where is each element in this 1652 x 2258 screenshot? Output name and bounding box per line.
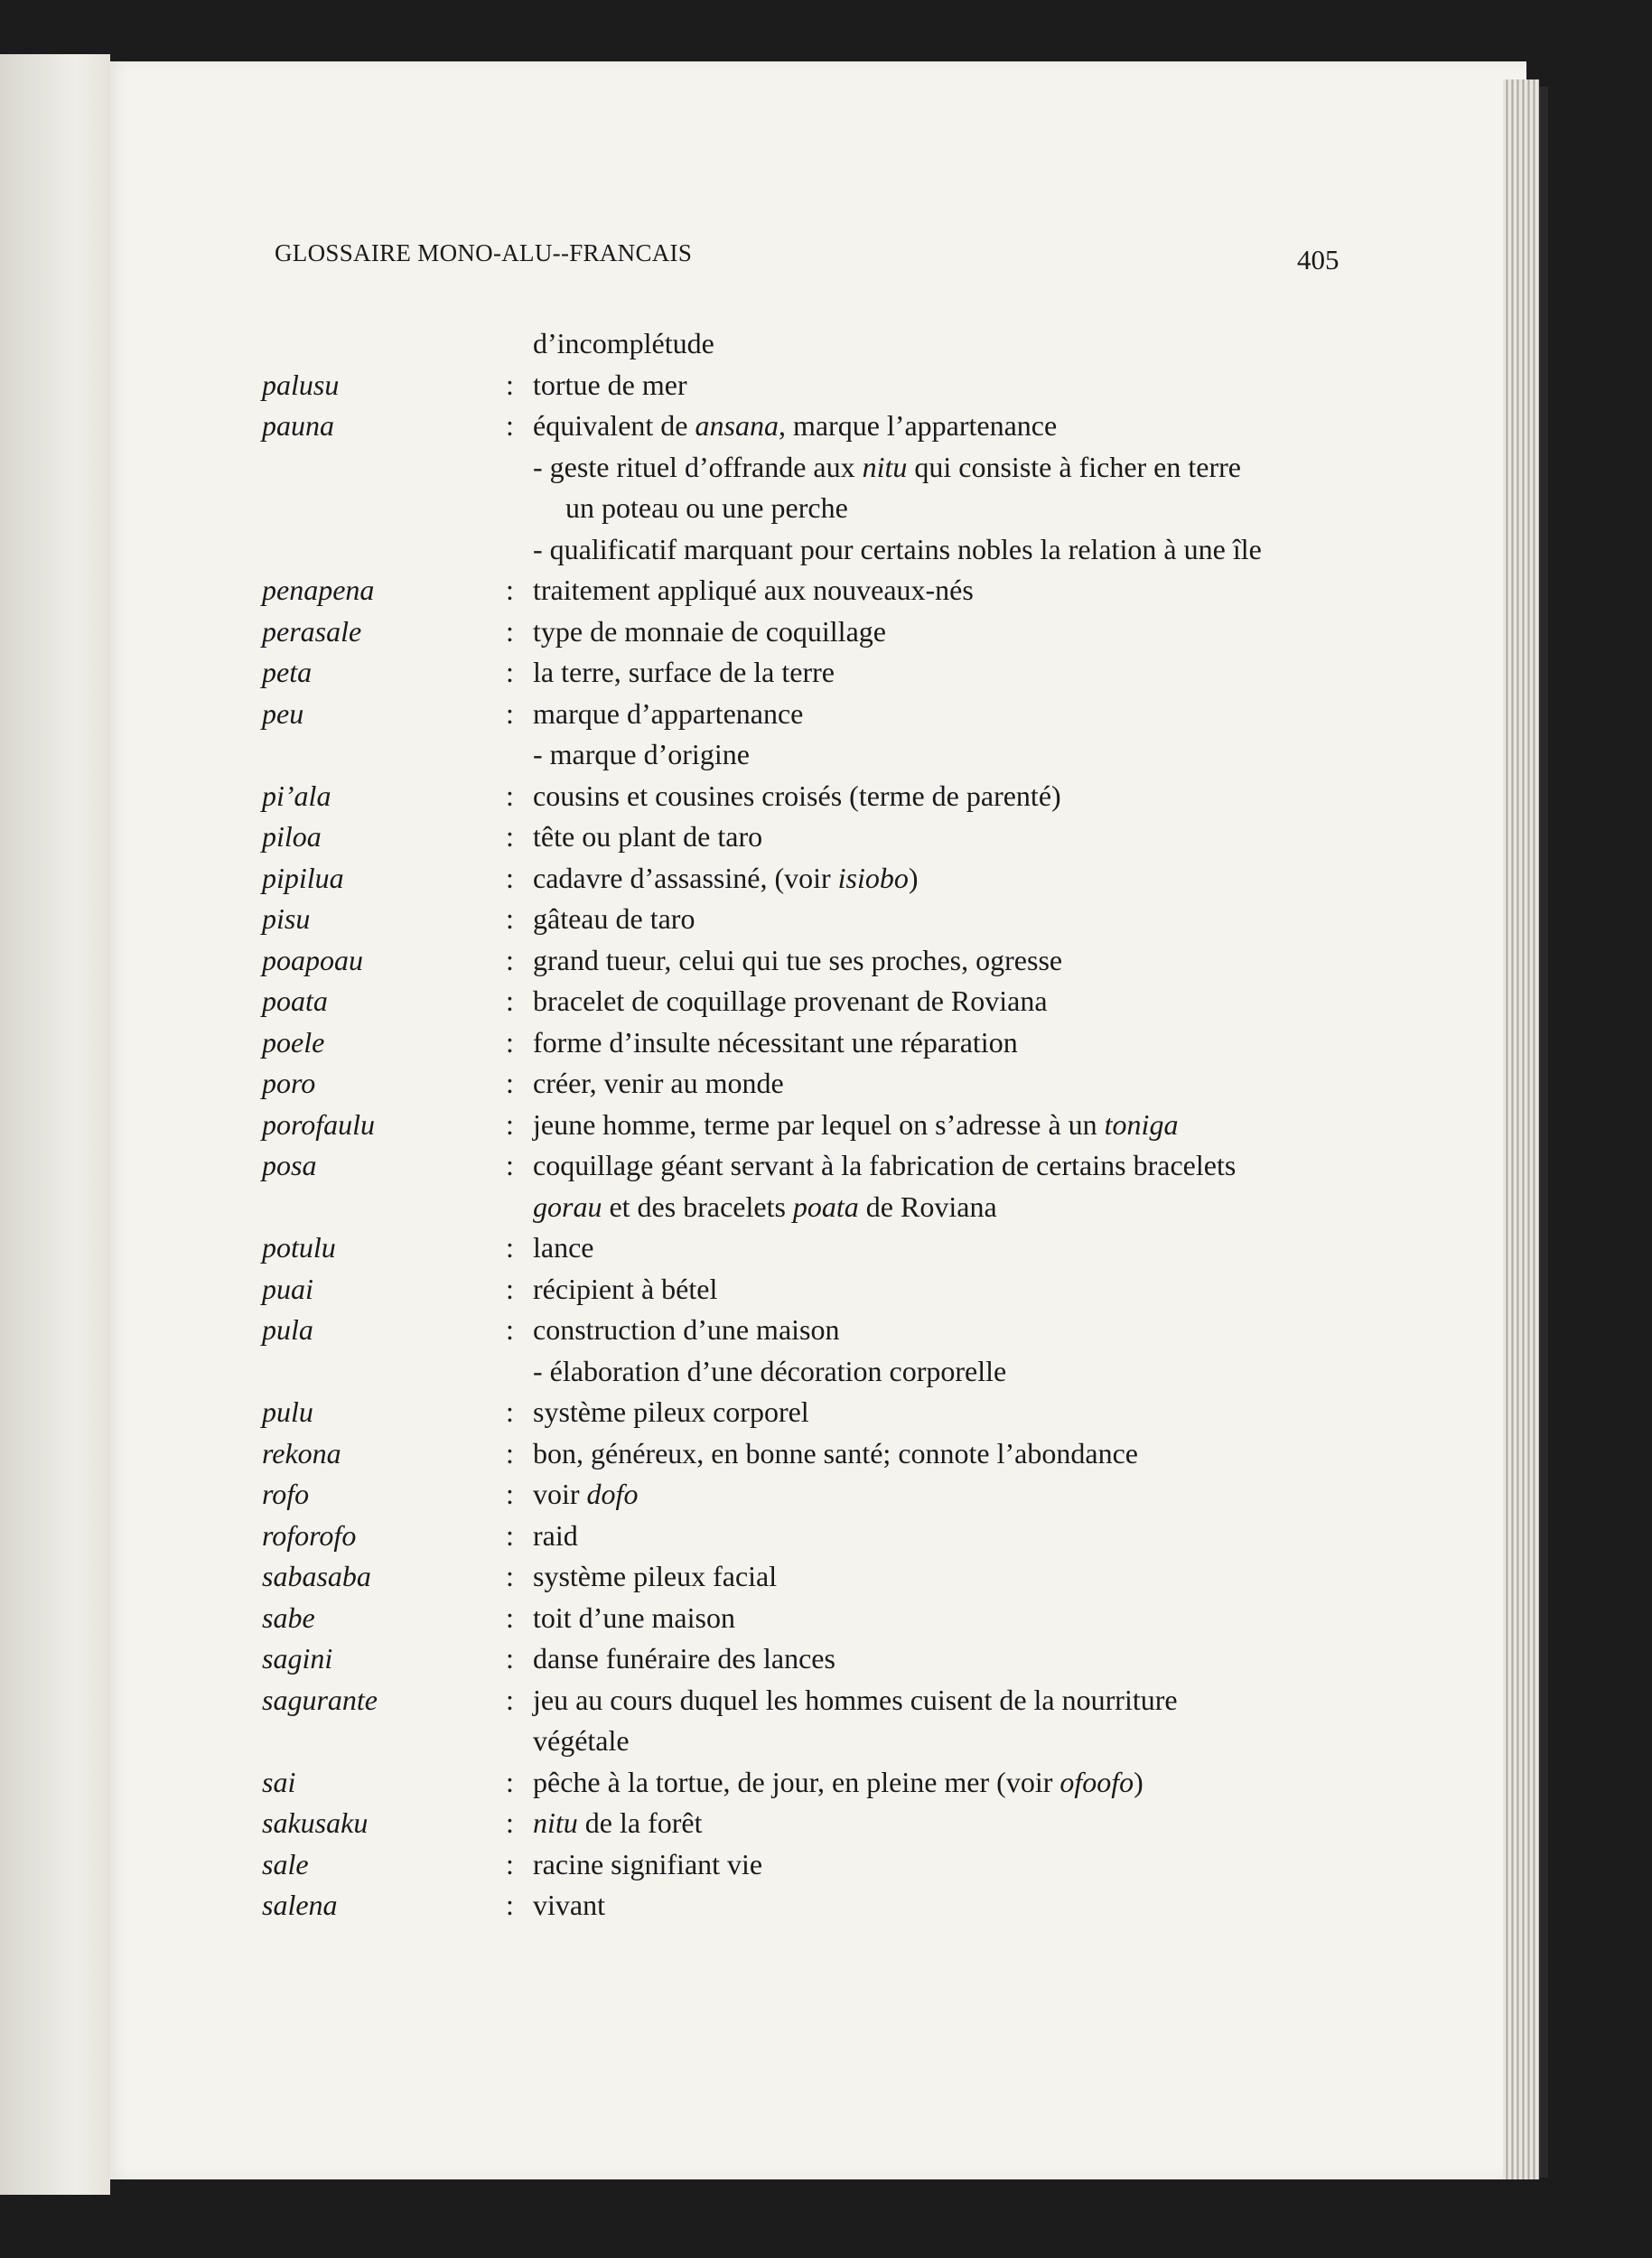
definition-line [533, 570, 1350, 611]
definition-line [533, 365, 1350, 406]
definition [533, 1885, 1350, 1927]
definition [533, 1556, 1350, 1598]
entry-separator: : [506, 1600, 514, 1634]
headword: perasale [262, 614, 362, 648]
definition-line [533, 1351, 1350, 1393]
definition [533, 1516, 1350, 1557]
definition [533, 1844, 1350, 1886]
definition-line [533, 1145, 1350, 1187]
definition-text: - qualificatif marquant pour certains nobles la relation à une île [533, 532, 1262, 565]
definition-line [533, 1474, 1350, 1516]
entry-separator: : [506, 1683, 514, 1716]
headword: piloa [262, 820, 322, 853]
definition-line [533, 1063, 1350, 1105]
headword: posa [262, 1149, 317, 1181]
definition-line [533, 1022, 1350, 1064]
definition-text: bon, généreux, en bonne santé; connote l’abondance [533, 1436, 1138, 1470]
definition-line [533, 776, 1350, 817]
definition [533, 981, 1350, 1022]
definition [533, 1269, 1350, 1311]
entry-separator: : [506, 574, 514, 606]
headword: sai [262, 1765, 296, 1798]
definition-line [533, 652, 1350, 694]
entry-separator: : [506, 1560, 514, 1592]
entry-separator: : [506, 1395, 514, 1428]
headword: porofaulu [262, 1107, 376, 1141]
entry-separator: : [506, 984, 514, 1017]
definition-text: raid [533, 1518, 578, 1552]
definition [533, 940, 1350, 982]
headword: pulu [262, 1395, 313, 1428]
definition-text: système pileux facial [533, 1560, 778, 1592]
headword: sabe [262, 1600, 315, 1634]
definition-text: marque d’appartenance [533, 696, 804, 730]
definition [533, 1680, 1350, 1762]
headword: pipilua [262, 861, 344, 894]
definition [533, 858, 1350, 900]
entry-separator: : [506, 1231, 514, 1264]
definition-text: traitement appliqué aux nouveaux-nés [533, 574, 974, 606]
definition [533, 1762, 1350, 1804]
definition-text: type de monnaie de coquillage [533, 614, 886, 648]
definition-line [533, 1310, 1350, 1351]
definition-text: coquillage géant servant à la fabrication de certains bracelets [533, 1149, 1237, 1181]
running-header: GLOSSAIRE MONO-ALU--FRANCAIS [275, 239, 693, 266]
italic-term: gorau [533, 1190, 602, 1223]
definition-line [533, 1556, 1350, 1598]
definition-line [533, 1433, 1350, 1475]
definition [533, 652, 1350, 694]
definition [533, 1227, 1350, 1269]
entry-separator: : [506, 1478, 514, 1510]
headword: puai [262, 1272, 313, 1305]
entry-separator: : [506, 1436, 514, 1470]
definition-line [533, 447, 1350, 489]
definition [533, 694, 1350, 776]
definition-text: système pileux corporel [533, 1395, 809, 1428]
entry-separator: : [506, 902, 514, 935]
definition-line [533, 1598, 1350, 1639]
definition-text: grand tueur, celui qui tue ses proches, ogresse [533, 943, 1063, 976]
definition [533, 611, 1350, 653]
definition-text: - marque d’origine [533, 738, 750, 770]
entry-separator: : [506, 1642, 514, 1675]
definition-text: - élaboration d’une décoration corporelle [533, 1354, 1007, 1387]
definition-text: cousins et cousines croisés (terme de parenté) [533, 779, 1061, 812]
definition [533, 570, 1350, 611]
headword: salena [262, 1889, 338, 1921]
definition-text: ) [1134, 1765, 1143, 1798]
definition-text: vivant [533, 1889, 605, 1921]
definition-text: construction d’une maison [533, 1313, 840, 1346]
definition-line [533, 1227, 1350, 1269]
definition-line [533, 1762, 1350, 1804]
definition-line [533, 816, 1350, 858]
headword: pauna [262, 409, 334, 442]
definition [533, 1022, 1350, 1064]
italic-term: nitu [533, 1806, 578, 1839]
definition-text: qui consiste à ficher en terre [907, 450, 1241, 483]
headword: rekona [262, 1436, 341, 1470]
definition-text: la terre, surface de la terre [533, 656, 835, 688]
entry-separator: : [506, 1313, 514, 1346]
headword: pi’ala [262, 779, 331, 812]
definition-line [533, 981, 1350, 1022]
headword: sagini [262, 1642, 333, 1675]
definition-line [533, 1844, 1350, 1886]
definition-text: cadavre d’assassiné, (voir [533, 861, 838, 894]
definition-line [533, 406, 1350, 447]
headword: palusu [262, 368, 340, 401]
headword: pula [262, 1313, 313, 1346]
italic-term: toniga [1104, 1107, 1179, 1141]
italic-term: dofo [586, 1478, 639, 1510]
definition-text: créer, venir au monde [533, 1067, 784, 1099]
entry-separator: : [506, 1025, 514, 1059]
entry-separator: : [506, 1272, 514, 1305]
definition-text: gâteau de taro [533, 902, 695, 935]
definition-text: toit d’une maison [533, 1600, 735, 1634]
entry-separator: : [506, 656, 514, 688]
definition [533, 1392, 1350, 1433]
definition [533, 406, 1350, 570]
italic-term: isiobo [837, 861, 909, 894]
definition-text: tortue de mer [533, 368, 687, 401]
definition-line [533, 1638, 1350, 1680]
entry-separator: : [506, 861, 514, 894]
definition-text: et des bracelets [602, 1190, 793, 1223]
italic-term: nitu [862, 450, 908, 483]
definition-text: d’incomplétude [533, 327, 714, 359]
headword: sale [262, 1847, 309, 1880]
definition [533, 1598, 1350, 1639]
definition-text: équivalent de [533, 409, 695, 442]
definition-text: - geste rituel d’offrande aux [533, 450, 863, 483]
italic-term: poata [792, 1190, 859, 1223]
definition-text: bracelet de coquillage provenant de Roviana [533, 984, 1048, 1017]
entry-separator: : [506, 409, 514, 442]
entry-separator: : [506, 1806, 514, 1839]
definition [533, 365, 1350, 406]
entry-separator: : [506, 1765, 514, 1798]
entry-separator: : [506, 820, 514, 853]
definition-text: de Roviana [858, 1190, 997, 1223]
entry-separator: : [506, 1149, 514, 1181]
headword: peu [262, 696, 304, 730]
definition-text: racine signifiant vie [533, 1847, 763, 1880]
headword: rofo [262, 1478, 310, 1510]
definition-line [533, 1105, 1350, 1146]
definition-line [533, 899, 1350, 940]
definition-text: un poteau ou une perche [565, 491, 848, 524]
left-page-edge [0, 54, 110, 2195]
definition-text: ) [908, 861, 919, 894]
headword: poele [262, 1025, 325, 1059]
definition-text: jeune homme, terme par lequel on s’adresse à un [533, 1107, 1105, 1141]
definition-line [533, 488, 1350, 529]
definition [533, 1145, 1350, 1227]
headword: pisu [262, 902, 311, 935]
definition-line [533, 1269, 1350, 1311]
definition-text: végétale [533, 1724, 630, 1757]
page-fore-edge [1503, 79, 1539, 2179]
definition-text: pêche à la tortue, de jour, en pleine mer (voir [533, 1765, 1060, 1798]
definition-text: , marque l’appartenance [778, 409, 1058, 442]
definition [533, 1638, 1350, 1680]
definition-line [533, 1516, 1350, 1557]
entry-separator: : [506, 1847, 514, 1880]
page-number: 405 [1297, 244, 1339, 275]
headword: poapoau [262, 943, 363, 976]
definition-text: de la forêt [577, 1806, 703, 1839]
headword: sabasaba [262, 1560, 371, 1592]
entry-separator: : [506, 1518, 514, 1552]
definition-line [533, 734, 1350, 776]
definition-text: lance [533, 1231, 594, 1264]
entry-separator: : [506, 614, 514, 648]
definition-line [533, 1885, 1350, 1927]
definition-text: danse funéraire des lances [533, 1642, 835, 1675]
italic-term: ofoofo [1059, 1765, 1134, 1798]
italic-term: ansana [695, 409, 779, 442]
definition [533, 899, 1350, 940]
page-edge-shadow [1539, 87, 1548, 2178]
headword: sagurante [262, 1683, 378, 1716]
definition [533, 1105, 1350, 1146]
definition-line [533, 1392, 1350, 1433]
definition [533, 1803, 1350, 1844]
headword: penapena [262, 574, 375, 606]
headword: potulu [262, 1231, 336, 1264]
headword: roforofo [262, 1518, 357, 1552]
definition [533, 816, 1350, 858]
definition-line [533, 1803, 1350, 1844]
definition-line [533, 940, 1350, 982]
definition-text: forme d’insulte nécessitant une réparation [533, 1025, 1018, 1059]
definition-line [533, 694, 1350, 735]
definition-line [533, 529, 1350, 571]
definition-text: voir [533, 1478, 587, 1510]
definition [533, 1474, 1350, 1516]
headword: peta [262, 656, 313, 688]
entry-separator: : [506, 943, 514, 976]
definition [533, 776, 1350, 817]
definition-line [533, 858, 1350, 900]
entry-separator: : [506, 1107, 514, 1141]
definition-line [533, 1680, 1350, 1721]
entry-separator: : [506, 368, 514, 401]
continuation-definition [533, 323, 1350, 365]
entry-separator: : [506, 696, 514, 730]
definition-line [533, 1187, 1350, 1228]
definition-text: récipient à bétel [533, 1272, 718, 1305]
definition-text: tête ou plant de taro [533, 820, 763, 853]
entry-separator: : [506, 779, 514, 812]
definition-line [533, 323, 1350, 365]
definition-line [533, 1721, 1350, 1762]
definition [533, 1063, 1350, 1105]
headword: poata [262, 984, 328, 1017]
definition-text: jeu au cours duquel les hommes cuisent de la nourriture [533, 1683, 1178, 1716]
entry-separator: : [506, 1889, 514, 1921]
entry-separator: : [506, 1067, 514, 1099]
headword: sakusaku [262, 1806, 369, 1839]
definition [533, 1433, 1350, 1475]
definition-line [533, 611, 1350, 653]
headword: poro [262, 1067, 316, 1099]
definition [533, 1310, 1350, 1392]
